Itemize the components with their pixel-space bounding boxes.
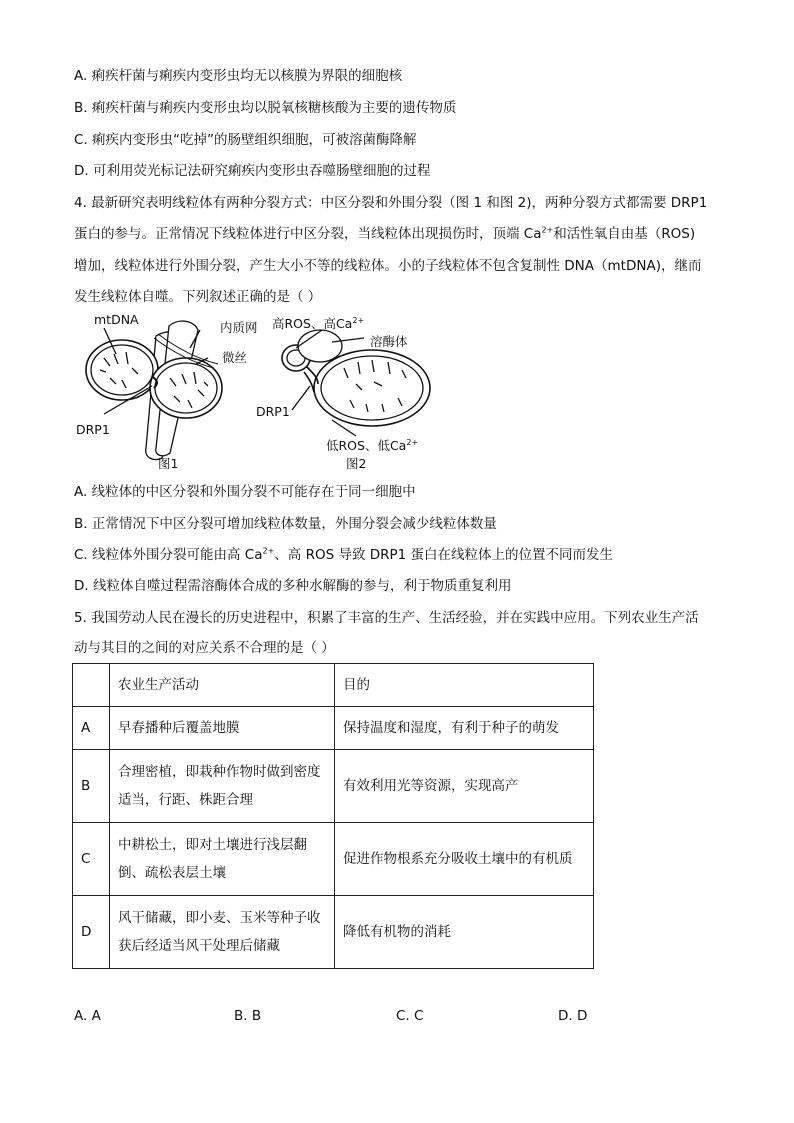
row-label: A: [73, 707, 110, 750]
fig1-label-mtdna: mtDNA: [94, 312, 139, 327]
q4-stem-line-1: 4. 最新研究表明线粒体有两种分裂方式：中区分裂和外围分裂（图 1 和图 2)，两种分裂方式都需要 DRP1: [74, 195, 708, 211]
row-activity: 风干储藏，即小麦、玉米等种子收 获后经适当风干处理后储藏: [110, 896, 335, 969]
row-label: B: [73, 750, 110, 823]
row-purpose: 有效利用光等资源，实现高产: [335, 750, 594, 823]
table-header-cell: [73, 664, 110, 707]
row-activity: 早春播种后覆盖地膜: [110, 707, 335, 750]
fig2-label-lysosome: 溶酶体: [370, 334, 408, 349]
q5-choice-a[interactable]: A. A: [74, 1008, 101, 1024]
table-header-cell: 目的: [335, 664, 594, 707]
table-header-row: [73, 664, 594, 707]
q5-choice-c[interactable]: C. C: [396, 1008, 424, 1024]
fig1-label-drp1: DRP1: [76, 422, 110, 437]
row-label: D: [73, 896, 110, 969]
fig1-caption: 图1: [158, 456, 179, 471]
q4-option-d: D. 线粒体自噬过程需溶酶体合成的多种水解酶的参与，利于物质重复利用: [74, 578, 512, 594]
q5-stem-line-1: 5. 我国劳动人民在漫长的历史进程中，积累了丰富的生产、生活经验，并在实践中应用。下列农业生产活: [74, 610, 699, 626]
row-purpose: 促进作物根系充分吸收土壤中的有机质: [335, 823, 594, 896]
q4-stem-line-3: 增加，线粒体进行外围分裂，产生大小不等的线粒体。小的子线粒体不包含复制性 DNA（mtDNA)，继而: [74, 258, 702, 274]
q5-table: [72, 663, 594, 969]
fig1-label-microfilament: 微丝: [222, 350, 248, 365]
q4-option-a: A. 线粒体的中区分裂和外围分裂不可能存在于同一细胞中: [74, 484, 416, 500]
fig2-caption: 图2: [346, 456, 367, 471]
q4-option-b: B. 正常情况下中区分裂可增加线粒体数量，外围分裂会减少线粒体数量: [74, 516, 497, 532]
q4-stem-line-4: 发生线粒体自噬。下列叙述正确的是（ ）: [74, 289, 322, 305]
fig2-label-high: 高ROS、高$Ca^{2+}$: [272, 315, 365, 331]
row-purpose: 保持温度和湿度，有利于种子的萌发: [335, 707, 594, 750]
row-activity: 中耕松土，即对土壤进行浅层翻 倒、疏松表层土壤: [110, 823, 335, 896]
q3-option-b: B. 痢疾杆菌与痢疾内变形虫均以脱氧核糖核酸为主要的遗传物质: [74, 100, 457, 116]
fig2-label-drp1: DRP1: [256, 404, 290, 419]
table-row: [73, 750, 594, 823]
row-label: C: [73, 823, 110, 896]
q3-option-c: C. 痢疾内变形虫“吃掉”的肠壁组织细胞，可被溶菌酶降解: [74, 132, 417, 148]
table-row: [73, 707, 594, 750]
q4-stem-line-2: 蛋白的参与。正常情况下线粒体进行中区分裂，当线粒体出现损伤时，顶端 $Ca^{2+}$和活性氧自由基（ROS): [74, 225, 696, 242]
mitochondria-figure: [74, 308, 434, 476]
table-header-cell: 农业生产活动: [110, 664, 335, 707]
q5-choice-b[interactable]: B. B: [234, 1008, 262, 1024]
row-activity: 合理密植，即栽种作物时做到密度 适当，行距、株距合理: [110, 750, 335, 823]
table-row: [73, 896, 594, 969]
q5-choice-d[interactable]: D. D: [558, 1008, 588, 1024]
table-row: [73, 823, 594, 896]
fig2-label-low: 低ROS、低$Ca^{2+}$: [326, 437, 419, 453]
q4-option-c: C. 线粒体外围分裂可能由高 $Ca^{2+}$、高 ROS 导致 DRP1 蛋白在线粒体上的位置不同而发生: [74, 546, 614, 563]
q3-option-d: D. 可利用荧光标记法研究痢疾内变形虫吞噬肠壁细胞的过程: [74, 163, 431, 179]
row-purpose: 降低有机物的消耗: [335, 896, 594, 969]
q3-option-a: A. 痢疾杆菌与痢疾内变形虫均无以核膜为界限的细胞核: [74, 68, 403, 84]
fig1-label-er: 内质网: [220, 320, 258, 335]
q5-stem-line-2: 动与其目的之间的对应关系不合理的是（ ）: [74, 640, 335, 656]
